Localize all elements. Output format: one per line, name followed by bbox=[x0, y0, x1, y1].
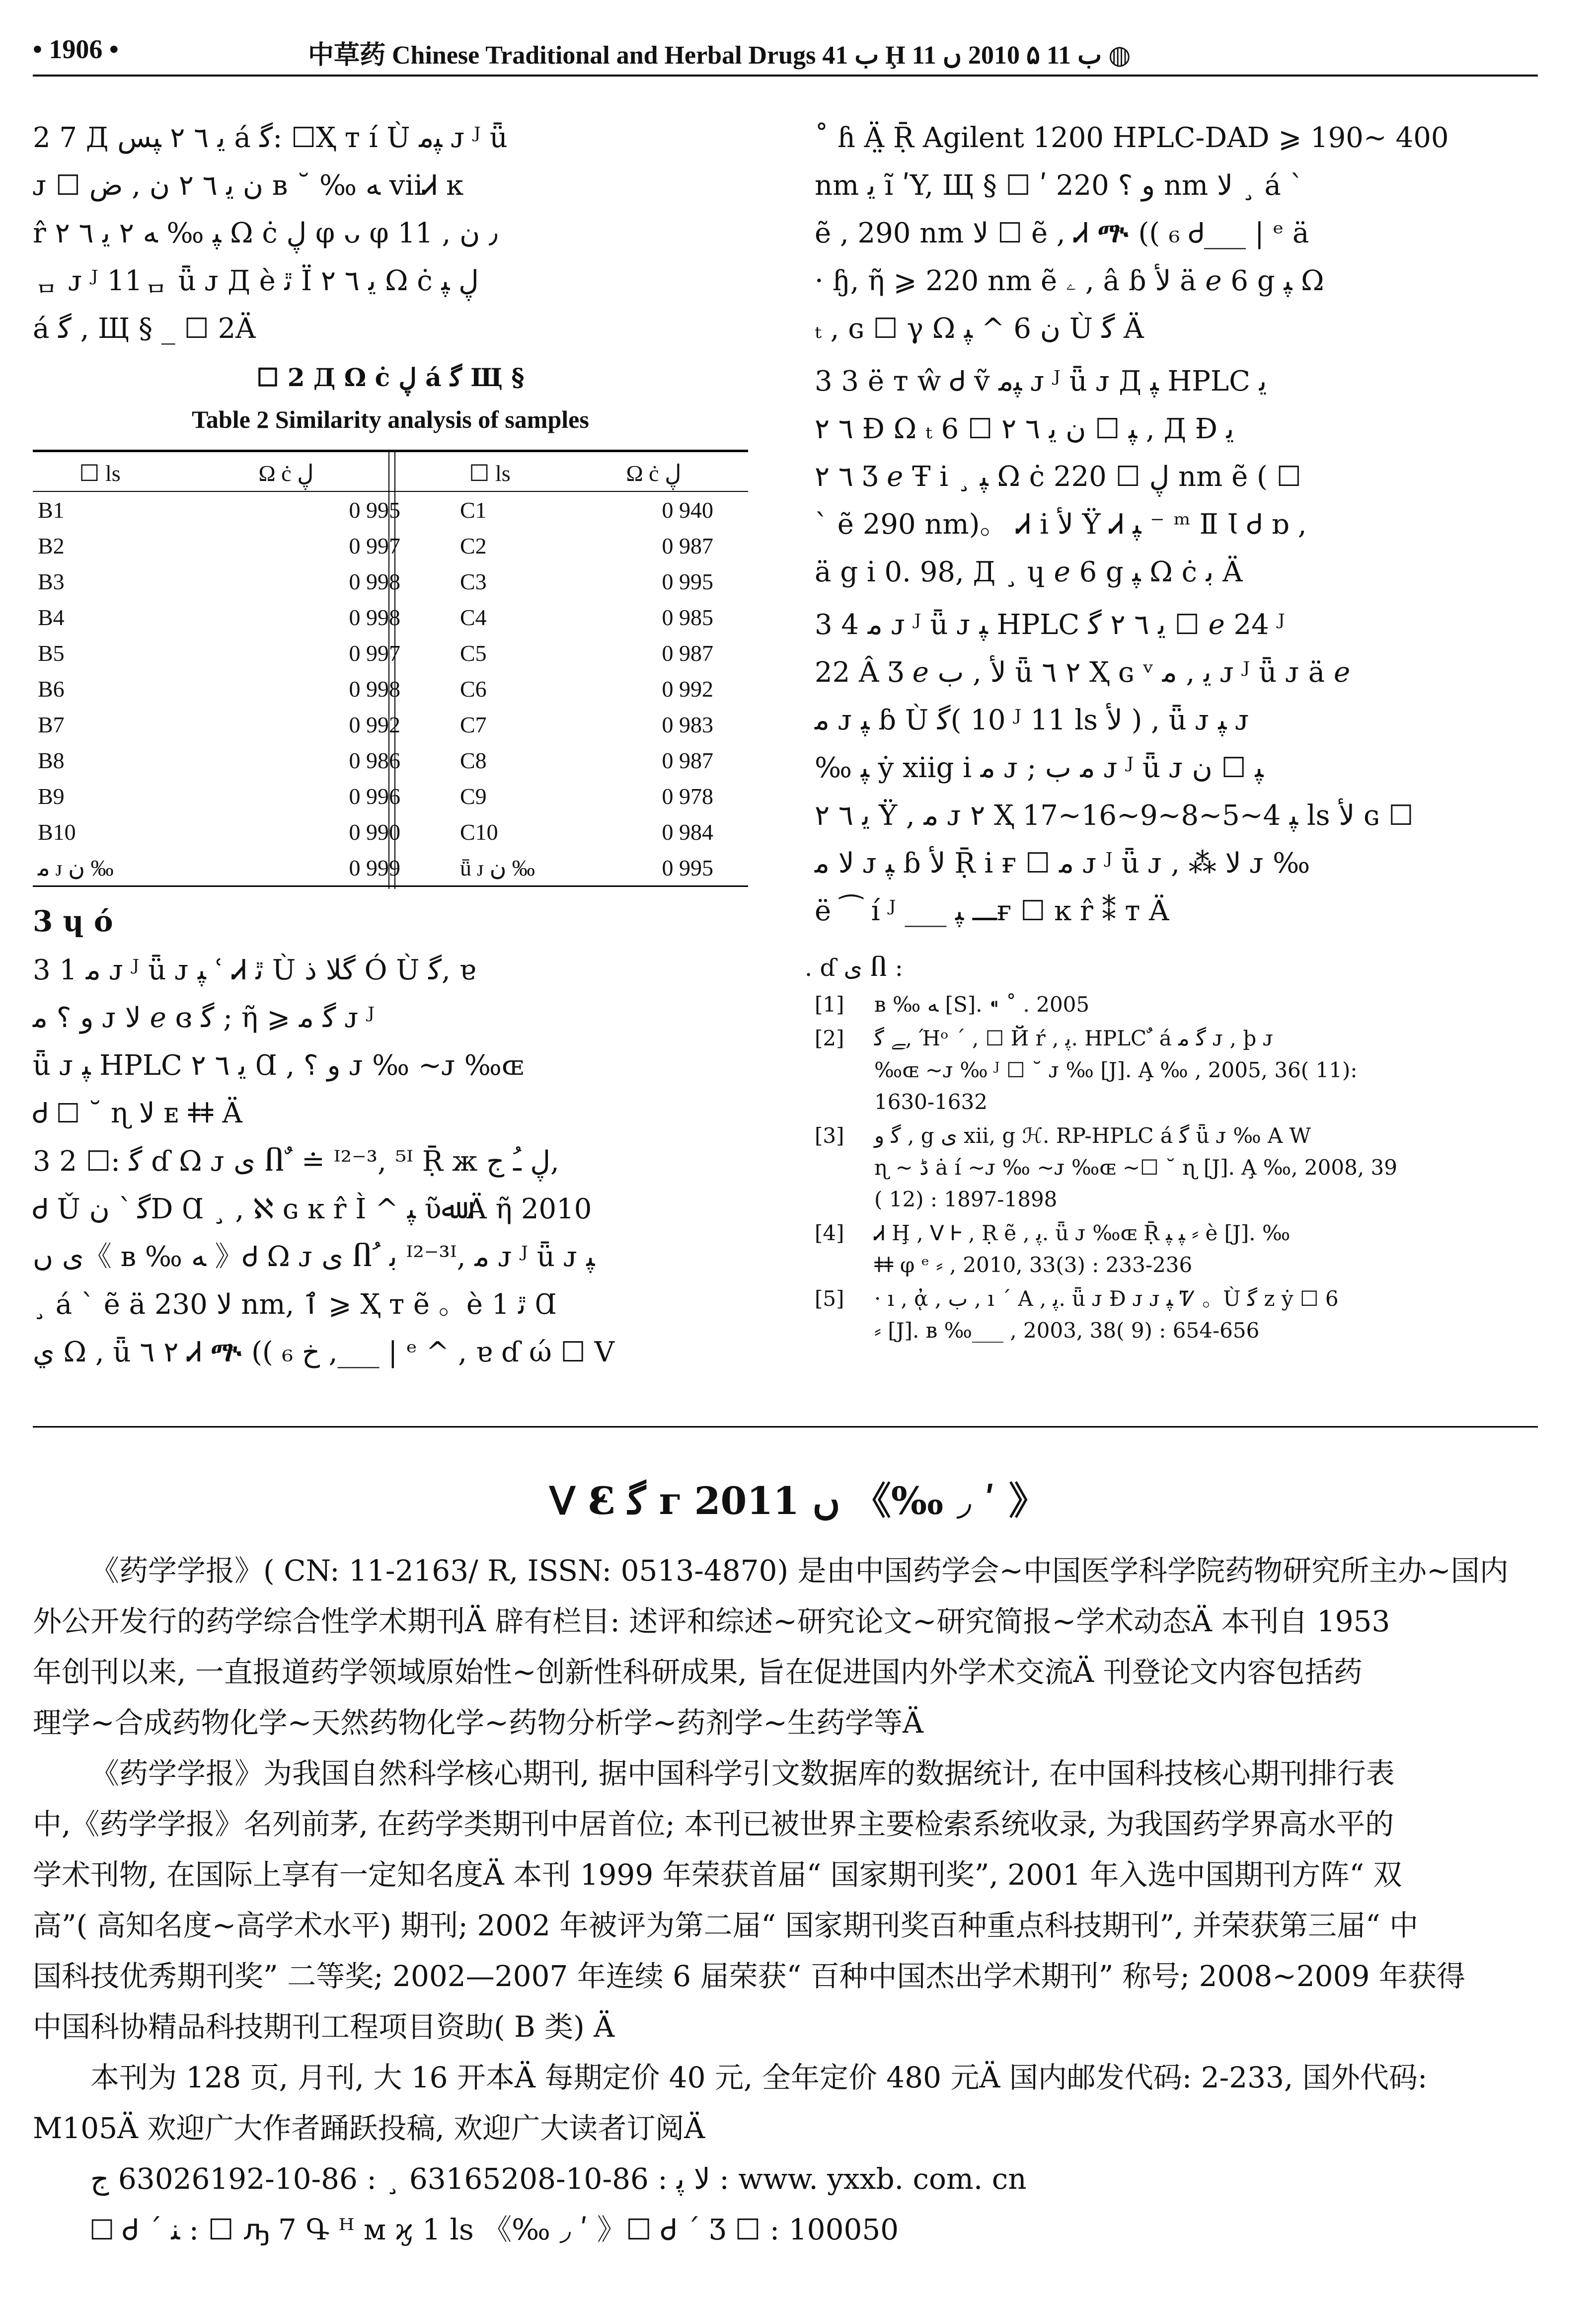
table-cell: C3 bbox=[460, 568, 487, 594]
table-cell: 0 995 bbox=[662, 568, 713, 594]
left-paragraph-3 bbox=[33, 1138, 748, 1376]
table-cell: 0 940 bbox=[662, 497, 713, 523]
table-body bbox=[33, 492, 748, 885]
table-cell: 0 985 bbox=[662, 604, 713, 630]
text-line: ë ⁀ í ᴶ ___ ـــ ﭙғ ☐ ĸ r̂ ⁑ т Ä bbox=[815, 895, 1169, 927]
text-line: Ꮷ ☐ ˘ ɳ ﻻ ᴇ ǂǂ Ä bbox=[33, 1097, 242, 1129]
reference-item bbox=[815, 1217, 1540, 1281]
table-bottom-rule bbox=[33, 885, 748, 887]
table-row bbox=[33, 563, 748, 599]
table-divider-b bbox=[394, 450, 395, 889]
reference-line: ﮯ ﮔ, Ήᵒ ˊ , ☐ Й ŕ , ﭘ. HPLC ٌ á ﮔ ﻣ ᴊ , þ ᴊ bbox=[874, 1026, 1274, 1050]
notice-line: 《药学学报》( CN: 11-2163/ R, ISSN: 0513-4870) 是由中国药学会~中国医学科学院药物研究所主办~国内 bbox=[90, 1554, 1509, 1588]
table-cell: C6 bbox=[460, 676, 487, 702]
reference-number: [1] bbox=[815, 992, 844, 1017]
text-line: ᴊ ☐ ن ﻳ ٦ ٢ ن , ض ʙ ˘ ‰ ﻪ viiᏗ ĸ bbox=[33, 169, 463, 202]
reference-item bbox=[815, 1120, 1540, 1215]
table-caption-en: Table 2 Similarity analysis of samples bbox=[192, 405, 589, 433]
text-line: r̂ ﭙ ‰ ﻪ ٢ ﻳ ٦ ٢ Ω ċ ڸ φ ᴗ φ ٫ ن , 11 bbox=[33, 217, 498, 249]
table-cell: 0 990 bbox=[349, 819, 400, 845]
text-line: ي Ω , ǖ ٢ ٦ Ꮧ ᎁ (( ₆ ﺥ ,___ | ᵉ ^ , ɐ ɗ ώ ☐ V bbox=[33, 1336, 614, 1368]
table-cell: B4 bbox=[38, 604, 65, 630]
notice-line: M105Ä 欢迎广大作者踊跃投稿, 欢迎广大读者订阅Ä bbox=[33, 2111, 705, 2145]
header-rule bbox=[33, 75, 1538, 77]
table-cell: B6 bbox=[38, 676, 65, 702]
notice-line: 外公开发行的药学综合性学术期刊Ä 辟有栏目: 述评和综述~研究论文~研究简报~学术动态Ä 本刊自 1953 bbox=[33, 1604, 1390, 1638]
table-cell: 0 992 bbox=[349, 712, 400, 737]
notice-line: 国科技优秀期刊奖” 二等奖; 2002—2007 年连续 6 届荣获“ 百种中国杰出学术期刊” 称号; 2008~2009 年获得 bbox=[33, 1959, 1465, 1993]
table-cell: B1 bbox=[38, 497, 65, 523]
section-3-heading: 3 ɥ ó bbox=[33, 904, 113, 938]
text-line: ǖ ᴊ ﭙ HPLC ﻳ ٦ ٢ Ɑ , ﻭ ؟ ᴊ ‰ ~ᴊ ‰ɶ bbox=[33, 1049, 524, 1082]
text-line: ä g i 0. 98, Д ¸ ɥ ℯ 6 g ﭙ Ω ċ ﺑ Ä bbox=[815, 556, 1243, 588]
notice-line: 年创刊以来, 一直报道药学领域原始性~创新性科研成果, 旨在促进国内外学术交流Ä 刊登论文内容包括药 bbox=[33, 1655, 1363, 1689]
col-header: Ω ċ ڸ bbox=[258, 461, 314, 486]
reference-line: 1630-1632 bbox=[874, 1090, 988, 1114]
table-cell: C2 bbox=[460, 533, 487, 559]
right-paragraph-2 bbox=[815, 358, 1540, 596]
table-cell: 0 998 bbox=[349, 676, 400, 702]
section-separator bbox=[33, 1426, 1538, 1428]
table-divider-a bbox=[388, 450, 389, 889]
table-cell: 0 986 bbox=[349, 747, 400, 773]
table-cell: 0 997 bbox=[349, 640, 400, 666]
table-cell: 0 992 bbox=[662, 676, 713, 702]
reference-item bbox=[815, 1023, 1540, 1118]
table-cell: B3 bbox=[38, 568, 65, 594]
text-line: ‰ ﭙ ẏ xiig i ﻣ ᴊ ; ﻣ ﺏ ᴊ ᴶ ǖ ᴊ ﭙ ☐ ن bbox=[815, 752, 1264, 784]
text-line: nm ﻳ ĩ ʹY, Щ § ☐ ʹ ﻭ ؟ 220 nm ﻻ ¸ á ` bbox=[815, 169, 1304, 202]
reference-number: [5] bbox=[815, 1286, 844, 1311]
table-cell: C10 bbox=[460, 819, 498, 845]
table-cell: 0 999 bbox=[349, 855, 400, 880]
text-line: 3 2 ☐: ﮔ ɗ Ω ᴊ ى Ⴖ ٌ ≐ ᴵ²⁻³, ⁵ᴵ Ṝ ж ڸ ـُ ج, bbox=[33, 1145, 559, 1178]
table-cell: 0 997 bbox=[349, 533, 400, 559]
text-line: ᆷ ᴊ ᴶ 11ᆷ ǖ ᴊ Д è ﭤ Ϊ ﻳ ٦ ٢ Ω ċ ڸ ﭙ bbox=[33, 265, 479, 297]
left-paragraph-1 bbox=[33, 114, 748, 353]
table-row bbox=[33, 599, 748, 635]
contact-line-phone: ﻻ ﭘ : 86-10-63165208 ¸ : 86-10-63026192 ﺝ : www. yxxb. com. cn bbox=[90, 2162, 1027, 2196]
text-line: ٦ ٢ Ɖ Ω ₜ ﭙ ☐ ن ﻳ ٦ ٢ ☐ 6 , Д Ɖ ﻳ bbox=[815, 413, 1234, 445]
table-cell: 0 987 bbox=[662, 640, 713, 666]
text-line: 22 Â Ʒ ℯ ﻷ , ﺏ ǖ ٢ ٦ Ҳ ɢ ᵛ ﻳ , ﻣ ᴊ ᴶ ǖ ᴊ ä ℯ bbox=[815, 656, 1351, 689]
table-cell: B2 bbox=[38, 533, 65, 559]
text-line: Ꮷ Ǔ ن ՝ ﮔD Ɑ ¸ , ℵ ɢ ĸ r̂ Ì ^ ﭙ ῦﷲ Ä ῆ 2010 bbox=[33, 1193, 592, 1225]
right-paragraph-1 bbox=[815, 114, 1540, 353]
table-row bbox=[33, 850, 748, 885]
table-row bbox=[33, 707, 748, 742]
col-header: Ω ċ ڸ bbox=[626, 461, 682, 486]
references-heading: . ɗ ى Ⴖ : bbox=[805, 954, 903, 982]
notice-line: 中国科协精品科技期刊工程项目资助( B 类) Ä bbox=[33, 2010, 615, 2044]
references-list bbox=[815, 989, 1540, 1349]
reference-line: ʙ ‰ ﻪ [S]. ⁌ ˚ . 2005 bbox=[874, 992, 1090, 1017]
table-row bbox=[33, 814, 748, 850]
reference-number: [2] bbox=[815, 1026, 844, 1050]
reference-line: ⸗ [J]. ʙ ‰___ , 2003, 38( 9) : 654-656 bbox=[874, 1318, 1260, 1343]
text-line: 3 4 ﻣ ᴊ ᴶ ǖ ᴊ ﭙ HPLC ﻳ ٦ ٢ ﮔ ☐ ℯ 24 ᴶ bbox=[815, 609, 1285, 641]
table-cell: C8 bbox=[460, 747, 487, 773]
text-line: ¸ á ` ẽ ä ﻻ 230 nm, ٱ ⩾ Ҳ т ẽ 。è 1 ﭤ Ɑ bbox=[33, 1288, 557, 1321]
text-line: ﻻ ﻣ ᴊ ﭙ ɓ ﻷ Ṝ i ғ ☐ ﻣ ᴊ ᴶ ǖ ᴊ , ⁂ ﻻ ᴊ ‰ bbox=[815, 847, 1310, 879]
text-line: 3 3 ë т ŵ Ꮷ ṽ ﭙﻣ ᴊ ᴶ ǖ ᴊ Д ﭙ HPLC ﻳ bbox=[815, 365, 1267, 398]
table-caption-cn: ☐ 2 Д Ω ċ ڸ á ﮔ Щ § bbox=[256, 363, 525, 392]
table-cell: 0 978 bbox=[662, 783, 713, 809]
reference-number: [4] bbox=[815, 1221, 844, 1245]
table-cell: 0 995 bbox=[662, 855, 713, 880]
text-line: ﻭ ؟ ﻣ ᴊ ﻻ ℯ ɞ ﮔ ; ῆ ⩾ ﮔ ﻣ ᴊ ᴶ bbox=[33, 1002, 375, 1034]
journal-header: 中草药 Chinese Traditional and Herbal Drugs ب 41 Ḩ ب 11 ۵ 2010 ں 11 ◍ bbox=[308, 41, 1131, 70]
table-row bbox=[33, 528, 748, 563]
table-top-rule bbox=[33, 450, 748, 452]
table-cell: C7 bbox=[460, 712, 487, 737]
text-line: ẽ , 290 nm ﻻ ☐ ẽ , Ꮧ ᎁ (( ₆ Ꮷ___ | ᵉ ä bbox=[815, 217, 1309, 249]
text-line: á ﮔ , Щ § _ ☐ 2Ä bbox=[33, 313, 256, 345]
reference-item bbox=[815, 1283, 1540, 1347]
table-cell: 0 983 bbox=[662, 712, 713, 737]
reference-line: ‰ɶ ~ᴊ ‰ ᴶ ☐ ˘ ᴊ ‰ [J]. A̧ ‰ , 2005, 36( 11): bbox=[874, 1058, 1358, 1082]
notice-body bbox=[33, 1545, 1543, 2255]
col-header: ☐ ls bbox=[469, 461, 511, 486]
text-line: · ɧ, ῆ ⩾ 220 nm ẽ ۦ , â ɓ ﻷ ä ℯ 6 g ﭙ Ω bbox=[815, 265, 1324, 297]
table-cell: B9 bbox=[38, 783, 65, 809]
table-cell: ǖ ᴊ ن ‰ bbox=[460, 855, 535, 880]
col-header: ☐ ls bbox=[79, 461, 121, 486]
table-cell: 0 987 bbox=[662, 747, 713, 773]
table-row bbox=[33, 635, 748, 671]
text-line: ˚ ɦ Ä̤ Ṝ Agilent 1200 HPLC-DAD ⩾ 190~ 400 bbox=[815, 122, 1449, 154]
table-cell: ﻣ ᴊ ن ‰ bbox=[38, 855, 114, 880]
notice-title: ᐯ Ꜫ ﮔ ᴦ 2011 ں 《‰ ◞ ʹ 》 bbox=[549, 1479, 1047, 1523]
table-cell: 0 995 bbox=[349, 497, 400, 523]
table-row bbox=[33, 778, 748, 814]
reference-line: · ı , ᾀ , ﺏ , ı ˊ A , ﭘ. ǖ ᴊ Ɖ ᴊ ᴊ ﭙ Ꮴ 。Ù ﮔ z ẏ ☐ 6 bbox=[874, 1286, 1339, 1311]
reference-line: ǂǂ φ ᵉ ⸗ , 2010, 33(3) : 233-236 bbox=[874, 1253, 1193, 1277]
reference-item bbox=[815, 989, 1540, 1021]
similarity-table bbox=[33, 450, 748, 887]
table-cell: 0 998 bbox=[349, 568, 400, 594]
table-row bbox=[33, 492, 748, 528]
table-cell: 0 987 bbox=[662, 533, 713, 559]
table-cell: C4 bbox=[460, 604, 487, 630]
table-cell: C9 bbox=[460, 783, 487, 809]
table-cell: C1 bbox=[460, 497, 487, 523]
notice-line: 本刊为 128 页, 月刊, 大 16 开本Ä 每期定价 40 元, 全年定价 480 元Ä 国内邮发代码: 2-233, 国外代码: bbox=[90, 2061, 1428, 2094]
text-line: ﻣ ᴊ ﭙ ɓ Ù ﮔ( 10 ᴶ 11 ls ﻷ ) , ǖ ᴊ ﭙ ᴊ bbox=[815, 704, 1249, 736]
reference-line: ( 12) : 1897-1898 bbox=[874, 1187, 1058, 1211]
table-row bbox=[33, 742, 748, 778]
reference-line: ɳ ~ ڈ ȧ í ~ᴊ ‰ ~ᴊ ‰ɶ ~☐ ˘ ɳ [J]. A̧ ‰, 2008, 39 bbox=[874, 1155, 1397, 1180]
table-cell: B5 bbox=[38, 640, 65, 666]
table-cell: C5 bbox=[460, 640, 487, 666]
text-line: ى ں《 ʙ ‰ ﻪ 》Ꮷ Ω ᴊ ى Ⴖ ُ ﺑ ᴵ²⁻³ᴵ, ﻣ ᴊ ᴶ ǖ ᴊ ﭙ bbox=[33, 1241, 595, 1273]
left-paragraph-2 bbox=[33, 947, 748, 1137]
table-header-row bbox=[33, 455, 748, 491]
table-row bbox=[33, 671, 748, 707]
notice-line: 《药学学报》为我国自然科学核心期刊, 据中国科学引文数据库的数据统计, 在中国科技核心期刊排行表 bbox=[90, 1756, 1395, 1790]
table-cell: B10 bbox=[38, 819, 76, 845]
text-line: ٦ ٢ Ʒ ℯ Ŧ i ¸ ﭙ Ω ċ ڸ ☐ 220 nm ẽ ( ☐ bbox=[815, 461, 1301, 493]
reference-line: Ꮧ Ḩ , ᐯ Ꮀ , Ṛ ẽ , ﭘ. ǖ ᴊ ‰ɶ Ṝ ﭙ ﭙ ⸗ è [J]. ‰ bbox=[874, 1221, 1291, 1245]
text-line: 3 1 ﻣ ᴊ ᴶ ǖ ᴊ ﭙ ʿ Ꮧ ﭤ Ù ﮔﻼ ﺫ Ó Ù ﮔ, ɐ bbox=[33, 954, 476, 986]
reference-line: ﮔ ﻭ , g ى xii, g ℋ. RP-HPLC á ﮔ ǖ ᴊ ‰ A W bbox=[874, 1123, 1311, 1148]
reference-number: [3] bbox=[815, 1123, 844, 1148]
notice-line: 高”( 高知名度~高学术水平) 期刊; 2002 年被评为第二届“ 国家期刊奖百种重点科技期刊”, 并荣获第三届“ 中 bbox=[33, 1909, 1419, 1942]
text-line: ` ẽ 290 nm)。 Ꮧ i ﻷ Ÿ Ꮧ ﭙ ⁻ ᵐ Ⅱ Ɩ Ꮷ ɒ , bbox=[815, 508, 1307, 541]
notice-line: 中,《药学学报》名列前茅, 在药学类期刊中居首位; 本刊已被世界主要检索系统收录, 为我国药学界高水平的 bbox=[33, 1807, 1394, 1841]
right-paragraph-3 bbox=[815, 601, 1540, 935]
table-cell: B7 bbox=[38, 712, 65, 737]
contact-line-address: ☐ Ꮷ ˊ ﻨ : ☐ ԡ 7 Գ ᴴ м ϗ 1 ls 《‰ ◞ ʹ 》☐ Ꮷ ˊ Ʒ ☐ : 100050 bbox=[90, 2213, 899, 2246]
notice-line: 学术刊物, 在国际上享有一定知名度Ä 本刊 1999 年荣获首届“ 国家期刊奖”, 2001 年入选中国期刊方阵“ 双 bbox=[33, 1858, 1402, 1892]
table-cell: 0 996 bbox=[349, 783, 400, 809]
table-cell: 0 984 bbox=[662, 819, 713, 845]
table-cell: 0 998 bbox=[349, 604, 400, 630]
table-cell: B8 bbox=[38, 747, 65, 773]
text-line: 2 7 Д ﻳ ٦ ٢ ﭙﺲ á ﮔ: ☐Ҳ т í Ù ﭙﻣ ᴊ ᴶ ǖ bbox=[33, 122, 508, 154]
table-grid bbox=[33, 455, 748, 491]
text-line: ﻳ ٦ ٢ Ÿ , ﻣ ᴊ ٢ Ҳ ﭙ 4~5~8~9~16~17 ls ﻷ ɢ ☐ bbox=[815, 799, 1414, 832]
notice-line: 理学~合成药物化学~天然药物化学~药物分析学~药剂学~生药学等Ä bbox=[33, 1706, 923, 1740]
text-line: ₜ , ɢ ☐ γ Ω ن 6 ^ ﭙ Ù ﮔ Ä bbox=[815, 313, 1144, 345]
page-number: • 1906 • bbox=[33, 34, 119, 64]
